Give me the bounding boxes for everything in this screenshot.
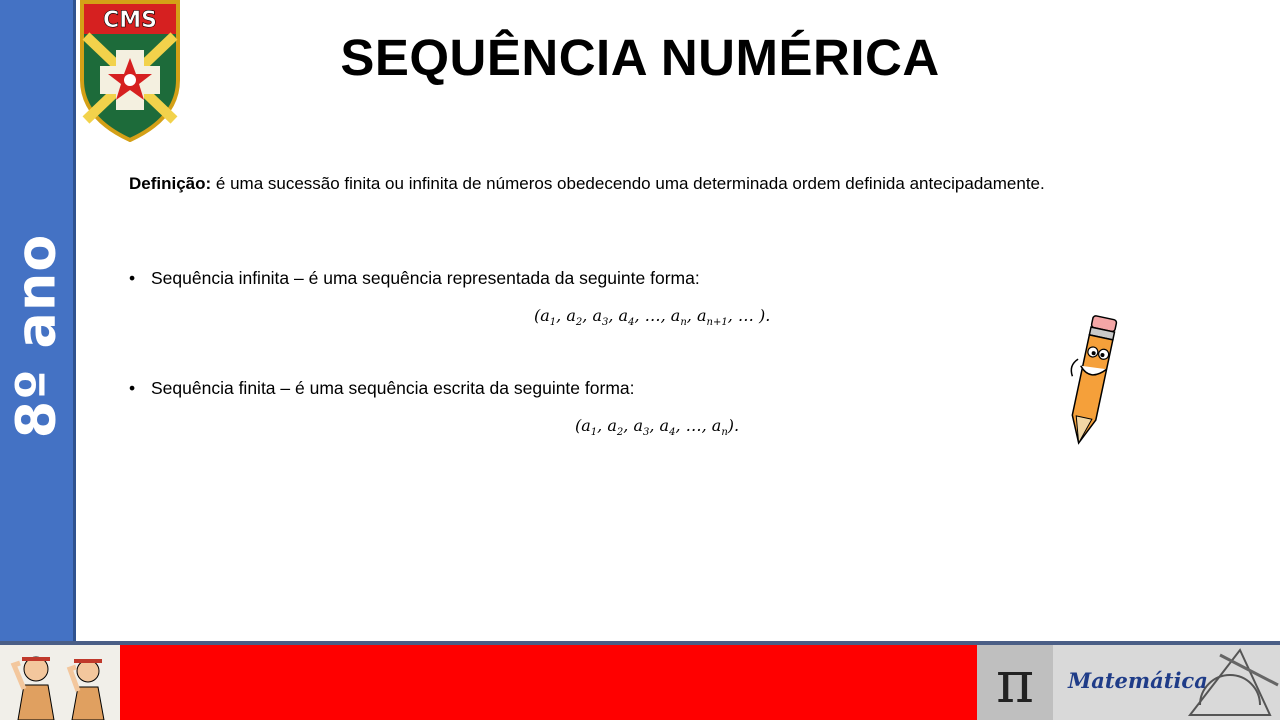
formula-term <box>581 416 598 439</box>
formula-term-subscript: 3 <box>642 427 650 439</box>
formula-open-paren: ( <box>575 416 582 435</box>
formula-term-subscript: 2 <box>575 317 583 329</box>
formula-term-base: … <box>644 306 661 325</box>
formula-term-subscript: n <box>680 317 687 329</box>
formula-term-subscript: 3 <box>601 317 609 329</box>
bullet-text: Sequência infinita – é uma sequência representada da seguinte forma: <box>151 268 700 288</box>
formula-term-base: a <box>540 306 550 325</box>
formula-finite <box>575 416 739 438</box>
subject-label: Matemática <box>1068 668 1208 693</box>
formula-term-base: a <box>711 416 722 435</box>
side-band <box>0 0 76 641</box>
formula-term-base: a <box>607 416 617 435</box>
formula-separator: , <box>634 306 645 325</box>
formula-term-base: a <box>618 306 629 325</box>
formula-term <box>686 416 702 435</box>
formula-separator: , <box>660 306 671 325</box>
formula-term-subscript: 2 <box>616 427 624 439</box>
bullet-marker: • <box>129 378 136 398</box>
definition-term: Definição: <box>129 174 212 193</box>
formula-term-subscript: n+1 <box>706 317 728 329</box>
formula-separator: , <box>608 306 619 325</box>
formula-term-base: a <box>670 306 681 325</box>
formula-term-subscript: 4 <box>628 317 635 329</box>
formula-term <box>592 306 609 329</box>
school-crest-icon <box>78 0 182 142</box>
bullet-marker: • <box>129 268 136 288</box>
definition-text: é uma sucessão finita ou infinita de números obedecendo uma determinada ordem definida antecipadamente. <box>211 174 1045 193</box>
definition-paragraph <box>129 172 1214 196</box>
crest-text: CMS <box>103 8 157 33</box>
grade-label: 8º ano <box>4 233 68 439</box>
formula-separator: , <box>623 416 634 435</box>
formula-term <box>633 416 650 439</box>
formula-term <box>711 416 728 439</box>
formula-term-subscript: n <box>721 427 728 439</box>
formula-term-base: a <box>592 306 602 325</box>
formula-term <box>670 306 687 329</box>
formula-term <box>659 416 676 439</box>
formula-term-base: a <box>633 416 643 435</box>
formula-term-subscript: 1 <box>549 317 557 329</box>
formula-term <box>607 416 624 439</box>
formula-term <box>540 306 557 329</box>
pencil-mascot-icon <box>1060 310 1120 450</box>
formula-term-subscript: 1 <box>590 427 598 439</box>
formula-term-base: a <box>581 416 591 435</box>
formula-separator: , <box>686 306 697 325</box>
formula-separator: , <box>582 306 593 325</box>
formula-term <box>696 306 728 329</box>
bullet-text: Sequência finita – é uma sequência escrita da seguinte forma: <box>151 378 635 398</box>
formula-open-paren: ( <box>534 306 541 325</box>
bullet-infinite <box>129 268 700 289</box>
pi-symbol: π <box>995 648 1035 716</box>
slide-title: SEQUÊNCIA NUMÉRICA <box>340 29 940 86</box>
formula-tail: ). <box>727 416 740 435</box>
formula-term-base: … <box>685 416 702 435</box>
formula-term <box>566 306 583 329</box>
formula-term-base: a <box>566 306 576 325</box>
formula-tail: , … ). <box>727 306 771 325</box>
formula-separator: , <box>597 416 608 435</box>
formula-infinite <box>534 306 770 328</box>
formula-separator: , <box>556 306 567 325</box>
formula-term-base: a <box>696 306 707 325</box>
formula-term <box>645 306 661 325</box>
formula-separator: , <box>649 416 660 435</box>
formula-term <box>618 306 635 329</box>
saluting-students-icon <box>0 645 120 720</box>
formula-separator: , <box>701 416 712 435</box>
formula-separator: , <box>675 416 686 435</box>
formula-term-subscript: 4 <box>669 427 676 439</box>
geometry-tools-icon <box>1180 645 1280 720</box>
bullet-finite <box>129 378 635 399</box>
formula-term-base: a <box>659 416 670 435</box>
